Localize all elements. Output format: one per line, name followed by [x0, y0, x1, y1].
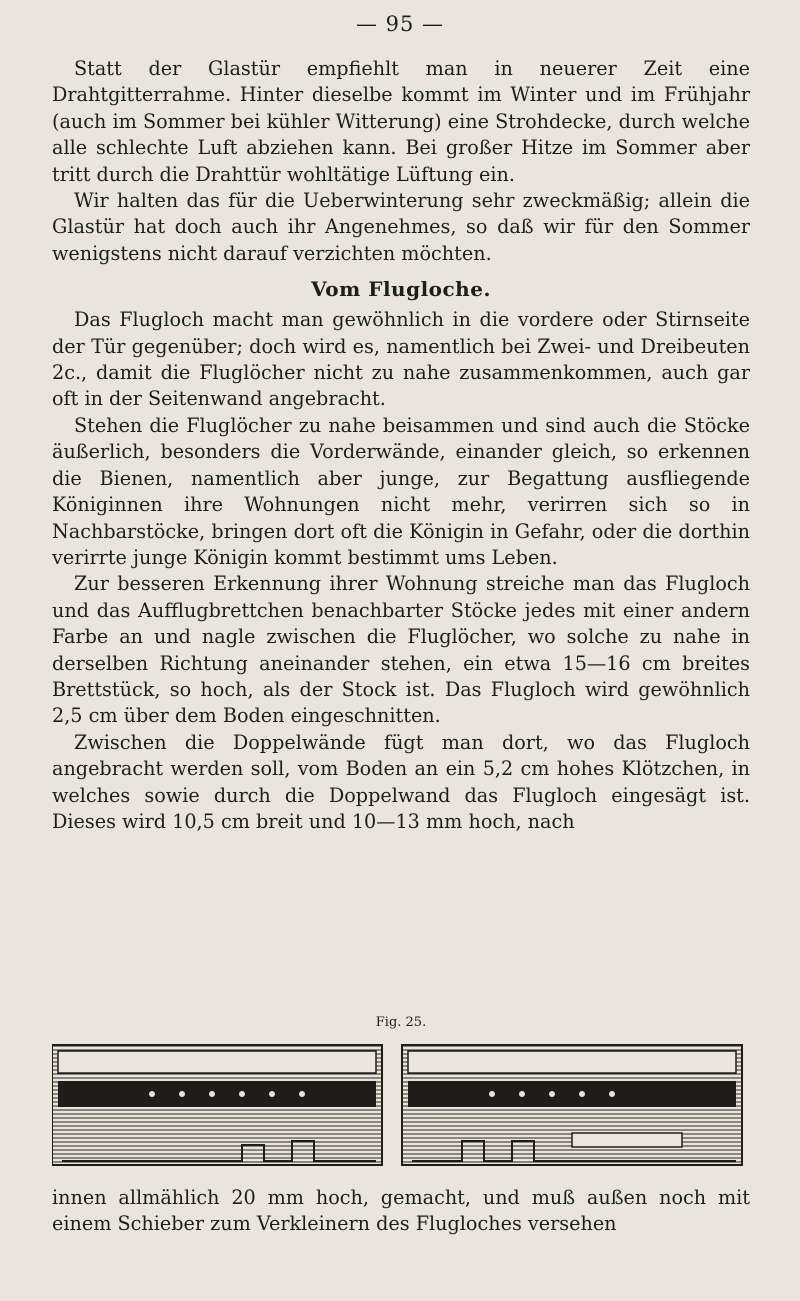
flugloch-illustration	[52, 1037, 750, 1177]
paragraph: Wir halten das für die Ueberwinterung sehr zweckmäßig; allein die Glastür hat doch auch ihr Angenehmes, so daß wir für den Sommer wenigstens nicht darauf verzichten möchten.	[52, 189, 750, 265]
figure	[52, 1015, 750, 1180]
paragraph: Statt der Glastür empfiehlt man in neuerer Zeit eine Drahtgitterrahme. Hinter dieselbe kommt im Winter und im Frühjahr (auch im Sommer bei kühler Witterung) eine Strohdecke, durch welche alle schlechte Luft abziehen kann. Bei großer Hitze im Sommer aber tritt durch die Drahttür wohltätige Lüftung ein.	[52, 57, 750, 186]
figure-caption: Fig. 25.	[375, 1015, 427, 1030]
paragraph: Stehen die Fluglöcher zu nahe beisammen und sind auch die Stöcke äußerlich, besonders die Vorderwände, einander gleich, so erkennen die Bienen, namentlich aber junge, zur Begattung ausfliegende Königinnen ihre Wohnungen nicht mehr, verirren sich so in Nachbarstöcke, bringen dort oft die Königin in Gefahr, oder die dorthin verirrte junge Königin kommt bestimmt ums Leben.	[52, 413, 750, 569]
left-hive-front	[52, 1045, 382, 1165]
paragraph: Zur besseren Erkennung ihrer Wohnung streiche man das Flugloch und das Aufflugbrettchen benachbarter Stöcke jedes mit einer andern Farbe an und nagle zwischen die Fluglöcher, wo solche zu nahe in derselben Richtung aneinander stehen, ein etwa 15—16 cm breites Brettstück, so hoch, als der Stock ist. Das Flugloch wird gewöhnlich 2,5 cm über dem Boden eingeschnitten.	[52, 572, 750, 728]
body-text	[52, 56, 750, 835]
body-text-tail	[52, 1185, 750, 1238]
paragraph: Das Flugloch macht man gewöhnlich in die vordere oder Stirnseite der Tür gegenüber; doch wird es, namentlich bei Zwei- und Dreibeuten 2c., damit die Fluglöcher nicht zu nahe zusammenkommen, auch gar oft in der Seitenwand angebracht.	[52, 308, 750, 411]
page-number: — 95 —	[355, 12, 445, 36]
paragraph: Zwischen die Doppelwände fügt man dort, wo das Flugloch angebracht werden soll, vom Boden an ein 5,2 cm hohes Klötzchen, in welches sowie durch die Doppelwand das Flugloch eingesägt ist. Dieses wird 10,5 cm breit und 10—13 mm hoch, nach	[52, 730, 750, 833]
right-hive-front	[402, 1045, 742, 1165]
paragraph: innen allmählich 20 mm hoch, gemacht, und muß außen noch mit einem Schieber zum Verkleinern des Flugloches versehen	[52, 1186, 750, 1236]
section-heading: Vom Flugloche.	[311, 277, 491, 302]
